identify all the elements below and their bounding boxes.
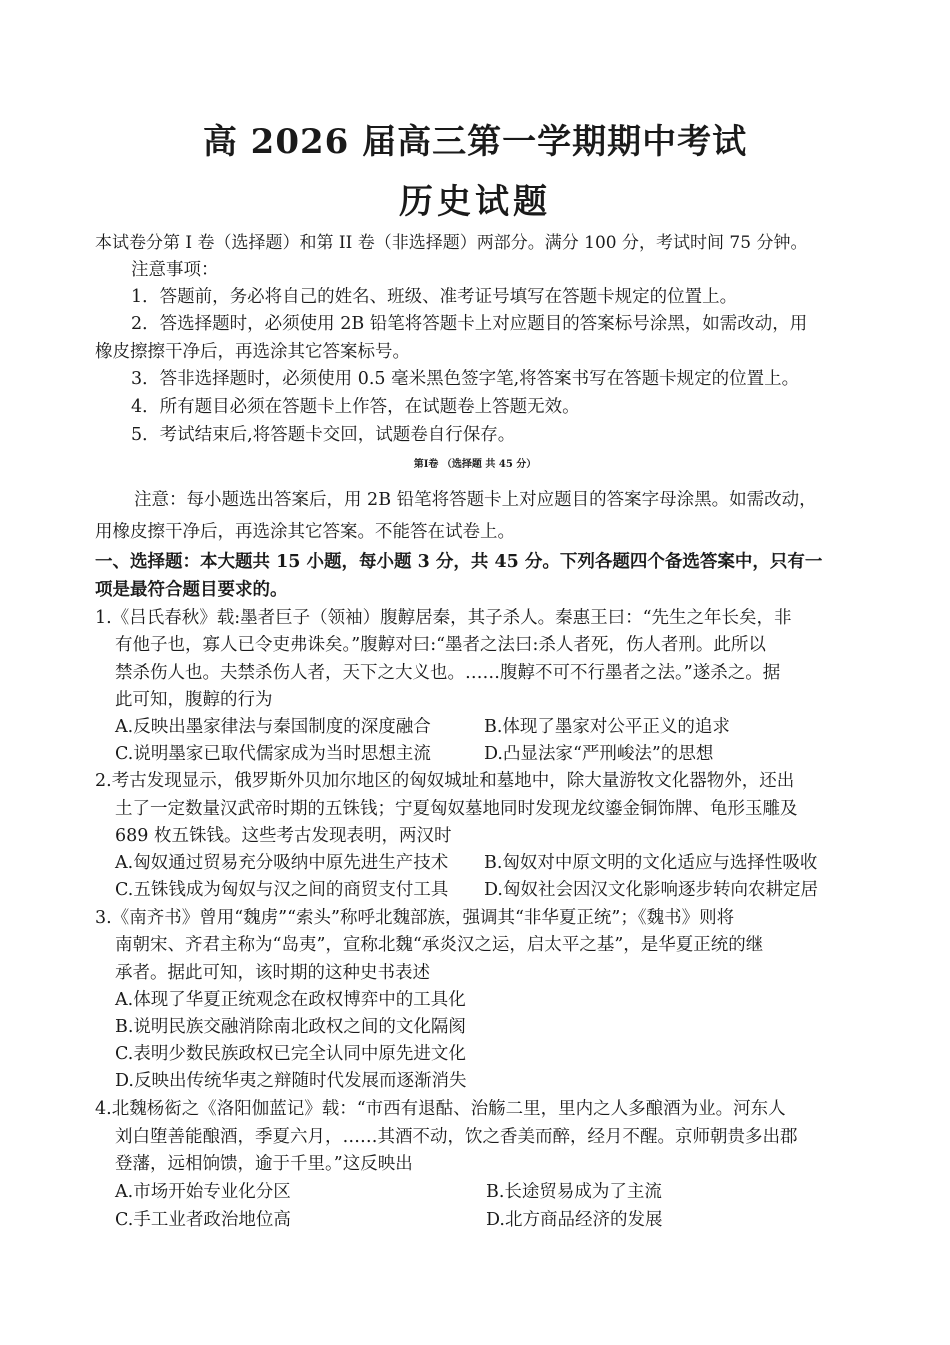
section-note: 注意：每小题选出答案后，用 2B 铅笔将答题卡上对应题目的答案字母涂黑。如需改动， [134,490,817,510]
question-3-stem: 承者。据此可知，该时期的这种史书表述 [115,963,430,983]
question-1-stem: 有他子也，寡人已令吏弗诛矣。”腹䵍对曰:“墨者之法曰:杀人者死，伤人者刑。此所以 [115,635,766,655]
question-4-option: D.北方商品经济的发展 [486,1210,663,1230]
notice-heading: 注意事项： [131,260,219,280]
notice-item: 3．答非选择题时，必须使用 0.5 毫米黑色签字笔,将答案书写在答题卡规定的位置上。 [131,369,800,389]
section-instruction: 项是最符合题目要求的。 [95,580,288,600]
question-3-option: B.说明民族交融消除南北政权之间的文化隔阂 [115,1017,466,1037]
question-2-option: C.五铢钱成为匈奴与汉之间的商贸支付工具 [115,880,449,900]
notice-item: 橡皮擦擦干净后，再选涂其它答案标号。 [95,342,410,362]
question-2-stem: 2.考古发现显示，俄罗斯外贝加尔地区的匈奴城址和墓地中，除大量游牧文化器物外，还出 [95,771,795,791]
notice-item: 4．所有题目必须在答题卡上作答，在试题卷上答题无效。 [131,397,580,417]
exam-title: 高 2026 届高三第一学期期中考试 [202,122,748,162]
question-1-option: B.体现了墨家对公平正义的追求 [484,717,730,737]
notice-item: 1．答题前，务必将自己的姓名、班级、准考证号填写在答题卡规定的位置上。 [131,287,738,307]
question-2-stem: 土了一定数量汉武帝时期的五铢钱；宁夏匈奴墓地同时发现龙纹鎏金铜饰牌、龟形玉雕及 [115,799,798,819]
question-2-option: D.匈奴社会因汉文化影响逐步转向农耕定居 [484,880,818,900]
question-3-option: A.体现了华夏正统观念在政权博弈中的工具化 [115,990,466,1010]
section-instruction: 一、选择题：本大题共 15 小题，每小题 3 分，共 45 分。下列各题四个备选答案中，只有一 [95,552,823,572]
question-4-option: A.市场开始专业化分区 [115,1182,291,1202]
question-1-option: C.说明墨家已取代儒家成为当时思想主流 [115,744,431,764]
notice-item: 5．考试结束后,将答题卡交回，试题卷自行保存。 [131,425,516,445]
exam-subtitle: 历史试题 [399,182,551,222]
section-title: 第Ⅰ卷 （选择题 共 45 分） [413,459,537,470]
question-3-stem: 3.《南齐书》曾用“魏虏”“索头”称呼北魏部族，强调其“非华夏正统”；《魏书》则将 [95,908,735,928]
question-4-stem: 登藩，远相饷馈，逾于千里。”这反映出 [115,1154,413,1174]
question-1-option: A.反映出墨家律法与秦国制度的深度融合 [115,717,431,737]
notice-item: 2．答选择题时，必须使用 2B 铅笔将答题卡上对应题目的答案标号涂黑，如需改动，用 [131,314,808,334]
section-note: 用橡皮擦干净后，再选涂其它答案。不能答在试卷上。 [95,522,515,542]
question-1-stem: 禁杀伤人也。夫禁杀伤人者，天下之大义也。……腹䵍不可不行墨者之法。”遂杀之。据 [115,663,781,683]
question-3-option: D.反映出传统华夷之辩随时代发展而逐渐消失 [115,1071,467,1091]
question-1-stem: 1.《吕氏春秋》载:墨者巨子（领袖）腹䵍居秦，其子杀人。秦惠王曰：“先生之年长矣，非 [95,608,792,628]
question-4-option: B.长途贸易成为了主流 [486,1182,662,1202]
question-4-option: C.手工业者政治地位高 [115,1210,291,1230]
question-2-option: B.匈奴对中原文明的文化适应与选择性吸收 [484,853,818,873]
question-3-option: C.表明少数民族政权已完全认同中原先进文化 [115,1044,466,1064]
question-3-stem: 南朝宋、齐君主称为“岛夷”，宣称北魏“承炎汉之运，启太平之基”，是华夏正统的继 [115,935,764,955]
question-4-stem: 刘白堕善能酿酒，季夏六月，……其酒不动，饮之香美而醉，经月不醒。京师朝贵多出郡 [115,1127,798,1147]
question-1-stem: 此可知，腹䵍的行为 [115,690,273,710]
question-2-option: A.匈奴通过贸易充分吸纳中原先进生产技术 [115,853,449,873]
question-2-stem: 689 枚五铢钱。这些考古发现表明，两汉时 [115,826,452,846]
intro-text: 本试卷分第 I 卷（选择题）和第 II 卷（非选择题）两部分。满分 100 分，考试时间 75 分钟。 [95,233,808,253]
question-1-option: D.凸显法家“严刑峻法”的思想 [484,744,714,764]
question-4-stem: 4.北魏杨衒之《洛阳伽蓝记》载：“市西有退酤、治觞二里，里内之人多酿酒为业。河东人 [95,1099,786,1119]
